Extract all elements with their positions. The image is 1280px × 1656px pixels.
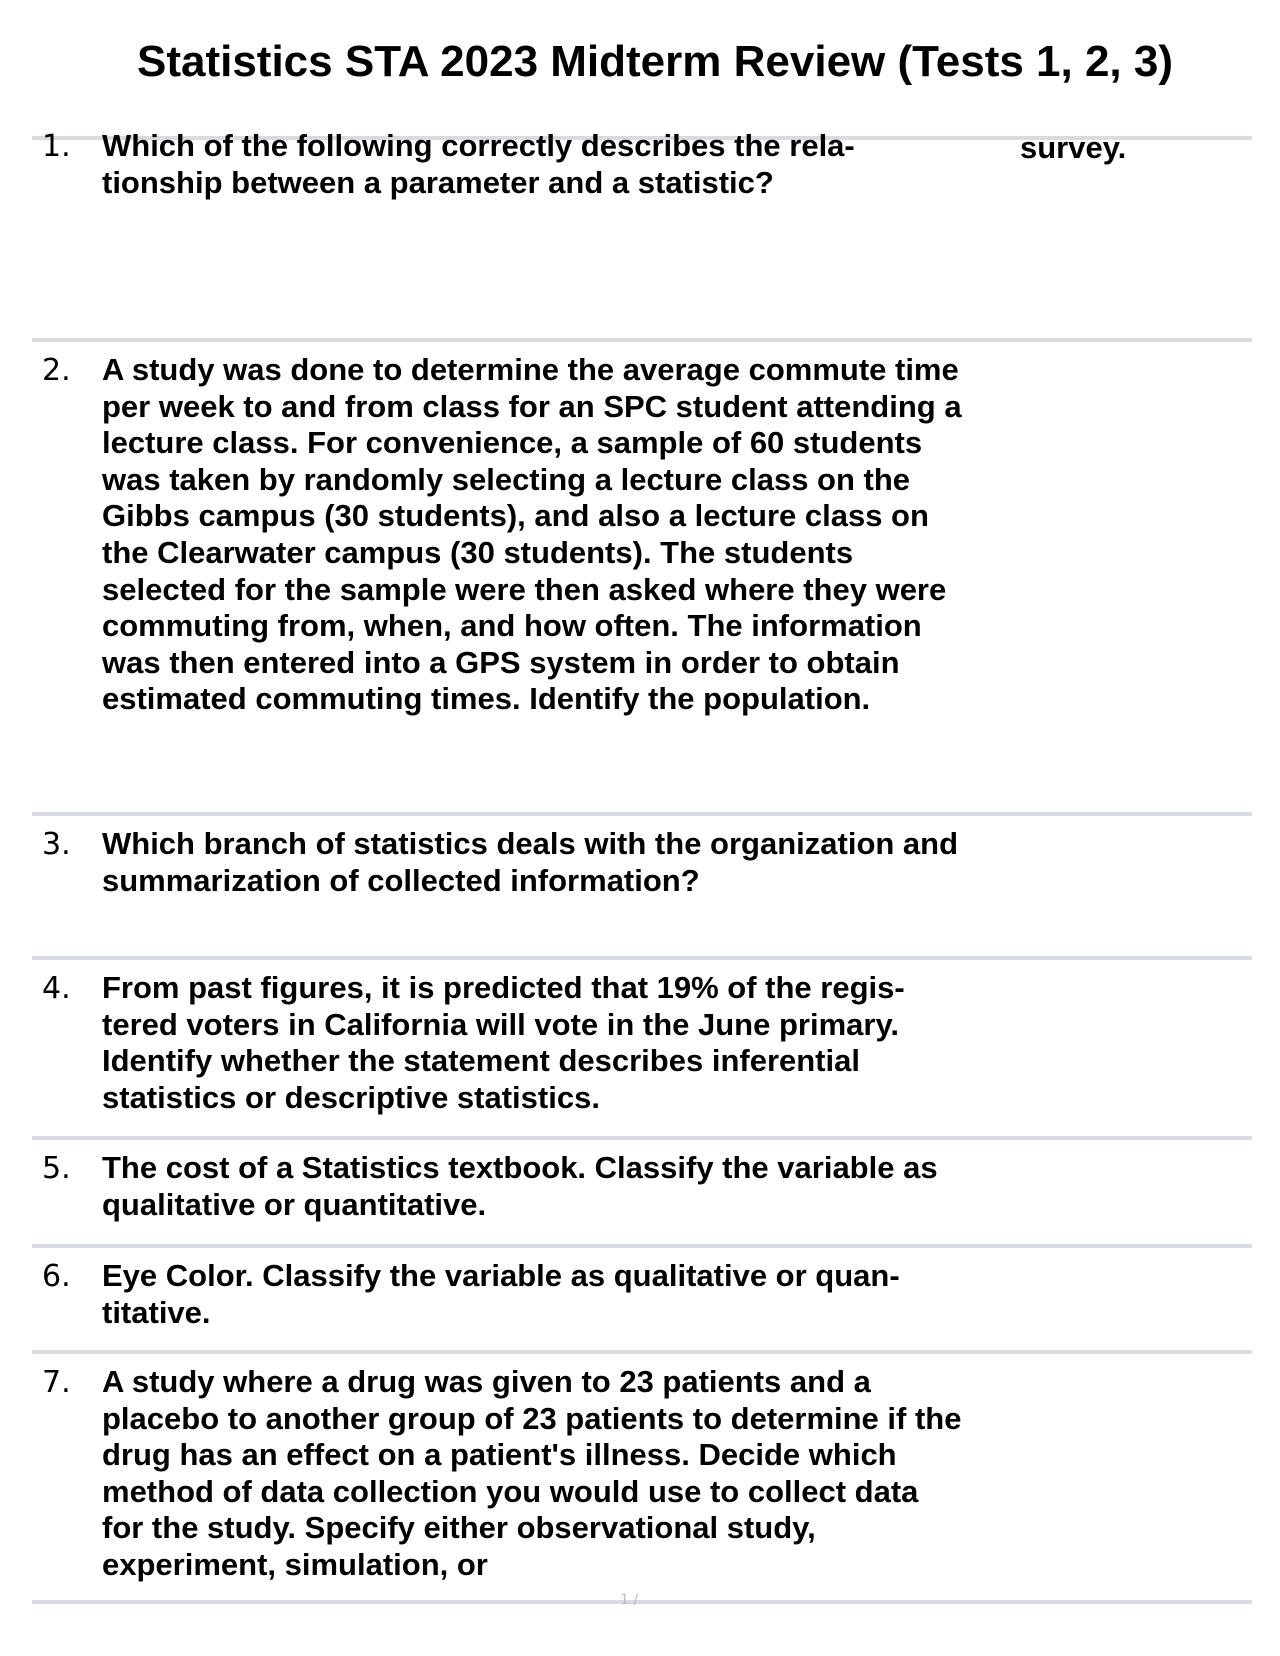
question-text: A study was done to determine the average commute time per week to and from class for an SPC student attending a lecture class. For convenience, a sample of 60 students was taken by randomly selecting a lecture class on the Gibbs campus (30 students), and also a lecture class on the Clearwater campus (30 students). The students selected for the sample were then asked where they were commuting from, when, and how often. The information was then entered into a GPS system in order to obtain estimated commuting times. Identify the population. <box>102 352 962 717</box>
question-number: 4. <box>42 971 71 1006</box>
question-row <box>32 338 1252 812</box>
question-number: 1. <box>42 129 71 164</box>
question-text: The cost of a Statistics textbook. Classify the variable as qualitative or quantitative. <box>102 1150 938 1222</box>
question-row <box>32 1136 1252 1244</box>
question-number: 5. <box>42 1151 71 1186</box>
question-number: 6. <box>42 1259 71 1294</box>
question-row <box>32 128 1252 338</box>
question-text: Which of the following correctly describes the rela- tionship between a parameter and a statistic? <box>102 128 855 200</box>
question-text: From past figures, it is predicted that 19% of the regis- tered voters in California will vote in the June primary. Identify whether the statement describes inferential statistics or descriptive statistics. <box>102 970 905 1115</box>
question-number: 2. <box>42 353 71 388</box>
question-text: Which branch of statistics deals with the organization and summarization of collected information? <box>102 826 959 898</box>
question-list <box>32 128 1252 1604</box>
question-row <box>32 812 1252 956</box>
question-row <box>32 1244 1252 1350</box>
page-number: 1 / <box>620 1592 639 1608</box>
question-answer-fragment: survey. <box>1020 130 1127 165</box>
page-title: Statistics STA 2023 Midterm Review (Tests 1, 2, 3) <box>136 37 1174 86</box>
question-row <box>32 956 1252 1136</box>
question-row <box>32 1350 1252 1604</box>
question-number: 7. <box>42 1365 71 1400</box>
question-number: 3. <box>42 827 71 862</box>
question-text: Eye Color. Classify the variable as qualitative or quan- titative. <box>102 1258 900 1330</box>
question-text: A study where a drug was given to 23 patients and a placebo to another group of 23 patients to determine if the drug has an effect on a patient's illness. Decide which method of data collection you would use to collect data for the study. Specify either observational study, experiment, simulation, or <box>102 1364 962 1582</box>
